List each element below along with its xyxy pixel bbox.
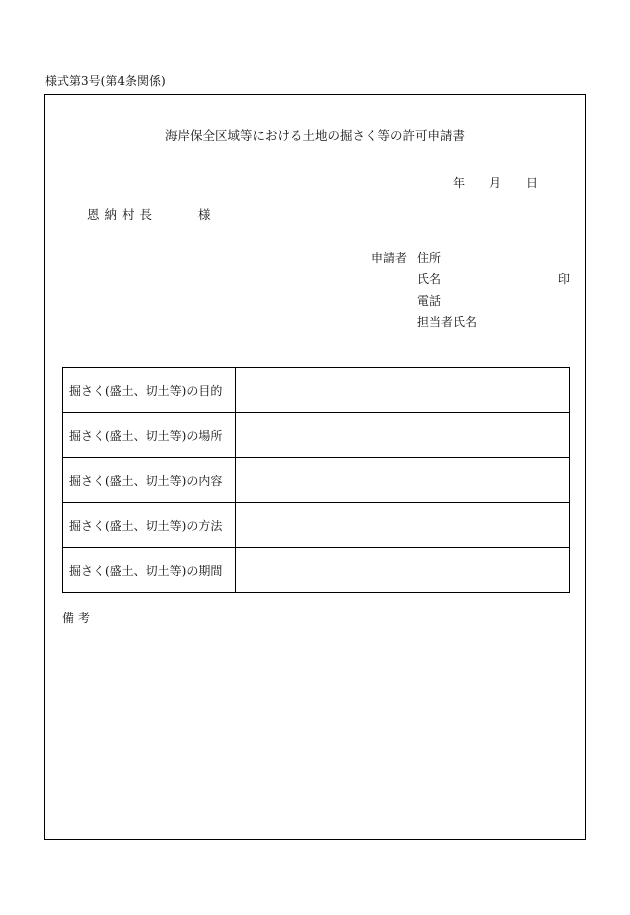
seal-mark: 印 — [558, 272, 571, 286]
excavation-details-table — [62, 367, 570, 593]
row-label-period: 掘さく(盛土、切土等)の期間 — [63, 548, 236, 593]
date-month-label: 月 — [489, 176, 502, 190]
applicant-address-label: 住所 — [417, 251, 442, 265]
row-label-location: 掘さく(盛土、切土等)の場所 — [63, 413, 236, 458]
table-row — [63, 458, 570, 503]
row-value-content[interactable] — [236, 458, 570, 503]
row-value-method[interactable] — [236, 503, 570, 548]
applicant-contact-person-label: 担当者氏名 — [417, 315, 478, 329]
row-label-purpose: 掘さく(盛土、切土等)の目的 — [63, 368, 236, 413]
row-value-location[interactable] — [236, 413, 570, 458]
row-label-content: 掘さく(盛土、切土等)の内容 — [63, 458, 236, 503]
form-number-label: 様式第3号(第4条関係) — [45, 74, 166, 88]
remarks-label: 備考 — [62, 611, 95, 625]
date-day-label: 日 — [526, 176, 539, 190]
table-row — [63, 413, 570, 458]
applicant-label: 申請者 — [371, 251, 408, 265]
addressee-name: 恩納村長 — [87, 207, 158, 222]
applicant-name-label: 氏名 — [417, 272, 442, 286]
applicant-phone-label: 電話 — [417, 294, 442, 308]
row-label-method: 掘さく(盛土、切土等)の方法 — [63, 503, 236, 548]
table-row — [63, 503, 570, 548]
date-year-label: 年 — [453, 176, 466, 190]
table-row — [63, 548, 570, 593]
row-value-purpose[interactable] — [236, 368, 570, 413]
row-value-period[interactable] — [236, 548, 570, 593]
table-row — [63, 368, 570, 413]
document-title: 海岸保全区域等における土地の掘さく等の許可申請書 — [164, 128, 465, 143]
addressee-honorific: 様 — [198, 207, 211, 222]
